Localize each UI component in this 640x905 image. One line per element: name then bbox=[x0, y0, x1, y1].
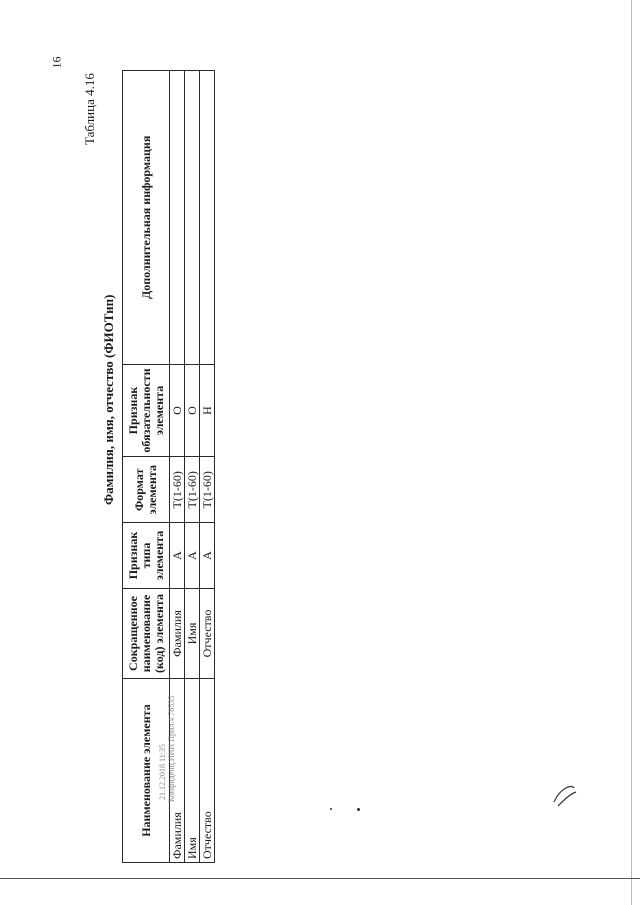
scan-speck bbox=[357, 808, 360, 811]
scan-stamp-ref: Конфиденц.НИИ Прил.4 78535 bbox=[167, 695, 176, 802]
cell-additional-info bbox=[200, 71, 215, 365]
page-number: 16 bbox=[49, 56, 64, 69]
cell-element-code: Фамилия bbox=[170, 588, 185, 678]
cell-element-type: А bbox=[200, 523, 215, 589]
cell-additional-info bbox=[170, 71, 185, 365]
cell-element-name: Имя bbox=[185, 679, 200, 863]
cell-element-format: Т(1-60) bbox=[170, 457, 185, 523]
table-row bbox=[185, 71, 200, 863]
header-additional-info: Дополнительная информация bbox=[123, 71, 170, 365]
cell-element-name: Отчество bbox=[200, 679, 215, 863]
header-element-code: Сокращенное наименование (код) элемента bbox=[123, 588, 170, 678]
cell-element-required: О bbox=[185, 364, 200, 457]
header-element-type: Признак типа элемента bbox=[123, 523, 170, 589]
header-element-format: Формат элемента bbox=[123, 457, 170, 523]
cell-element-format: Т(1-60) bbox=[200, 457, 215, 523]
page-bottom-line bbox=[0, 878, 640, 879]
cell-element-required: Н bbox=[200, 364, 215, 457]
table-title: Фамилия, имя, отчество (ФИОТип) bbox=[101, 294, 116, 505]
cell-element-name: Фамилия bbox=[170, 679, 185, 863]
cell-element-type: А bbox=[170, 523, 185, 589]
cell-element-code: Имя bbox=[185, 588, 200, 678]
cell-element-required: О bbox=[170, 364, 185, 457]
cell-element-code: Отчество bbox=[200, 588, 215, 678]
cell-element-format: Т(1-60) bbox=[185, 457, 200, 523]
table-row bbox=[200, 71, 215, 863]
cell-element-type: А bbox=[185, 523, 200, 589]
cell-additional-info bbox=[185, 71, 200, 365]
table-label: Таблица 4.16 bbox=[82, 73, 97, 145]
header-element-name: Наименование элемента bbox=[123, 679, 170, 863]
scan-stamp-date: 21.12.2018 11:35 bbox=[158, 744, 167, 800]
header-element-required: Признак обязательности элемента bbox=[123, 364, 170, 457]
scan-speck bbox=[330, 808, 332, 810]
signature-mark bbox=[550, 780, 580, 810]
